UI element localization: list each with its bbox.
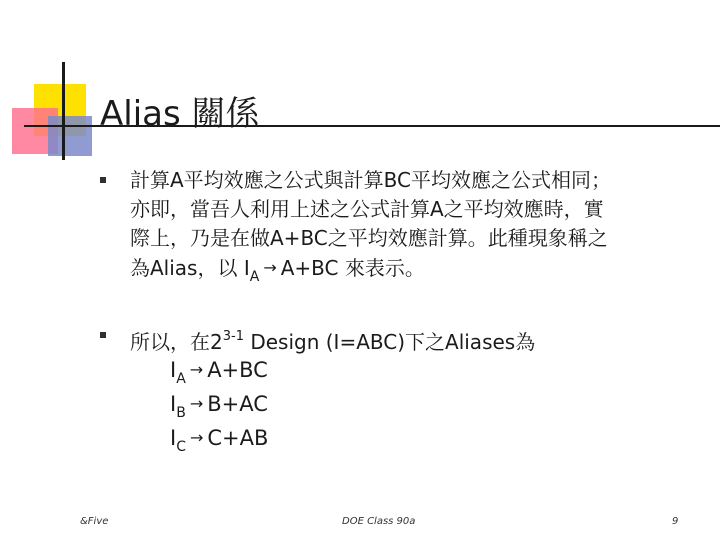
bullet-1-line-2: 亦即，當吾人利用上述之公式計算A之平均效應時，實	[130, 197, 604, 221]
bullet-1-line-1: 計算A平均效應之公式與計算BC平均效應之公式相同；	[130, 168, 612, 192]
bullet-2-suffix: Design (I=ABC)下之Aliases為	[243, 330, 536, 354]
alias-subscript-a: A	[249, 269, 260, 285]
alias-symbol-i: I	[170, 426, 177, 450]
bullet-square-icon	[100, 332, 106, 338]
right-arrow-icon: →	[263, 258, 277, 277]
alias-symbol-i: I	[170, 358, 177, 382]
alias-symbol-i: I	[243, 256, 250, 280]
alias-expression: A+BC	[280, 256, 339, 280]
footer-left-text: &Five	[80, 516, 109, 527]
decor-vertical-line	[62, 62, 65, 160]
bullet-1-tail: 來表示。	[338, 256, 425, 280]
bullet-2-prefix: 所以，在2	[130, 330, 223, 354]
footer-center-text: DOE Class 90a	[342, 516, 416, 527]
slide-title: Alias 關係	[100, 94, 260, 134]
alias-expression: B+AC	[207, 392, 268, 416]
right-arrow-icon: →	[189, 428, 204, 447]
alias-symbol-i: I	[170, 392, 177, 416]
alias-line-a	[170, 356, 268, 393]
bullet-square-icon	[100, 177, 106, 183]
bullet-2-text	[130, 322, 700, 357]
bullet-1-line-3: 際上，乃是在做A+BC之平均效應計算。此種現象稱之	[130, 226, 608, 250]
bullet-2-superscript: 3-1	[222, 329, 244, 344]
bullet-1-line-4	[130, 253, 700, 292]
right-arrow-icon: →	[189, 360, 204, 379]
page-number: 9	[672, 516, 679, 527]
alias-subscript: C	[176, 439, 186, 455]
alias-expression: A+BC	[207, 358, 268, 382]
alias-line-b	[170, 390, 268, 427]
alias-expression: C+AB	[207, 426, 269, 450]
alias-line-c	[170, 424, 268, 461]
alias-subscript: A	[176, 371, 186, 387]
right-arrow-icon: →	[189, 394, 204, 413]
alias-subscript: B	[176, 405, 186, 421]
decor-blue-square	[48, 116, 92, 156]
bullet-1-line-4-start: 為Alias，以	[130, 256, 244, 280]
bullet-1-text	[130, 166, 700, 292]
